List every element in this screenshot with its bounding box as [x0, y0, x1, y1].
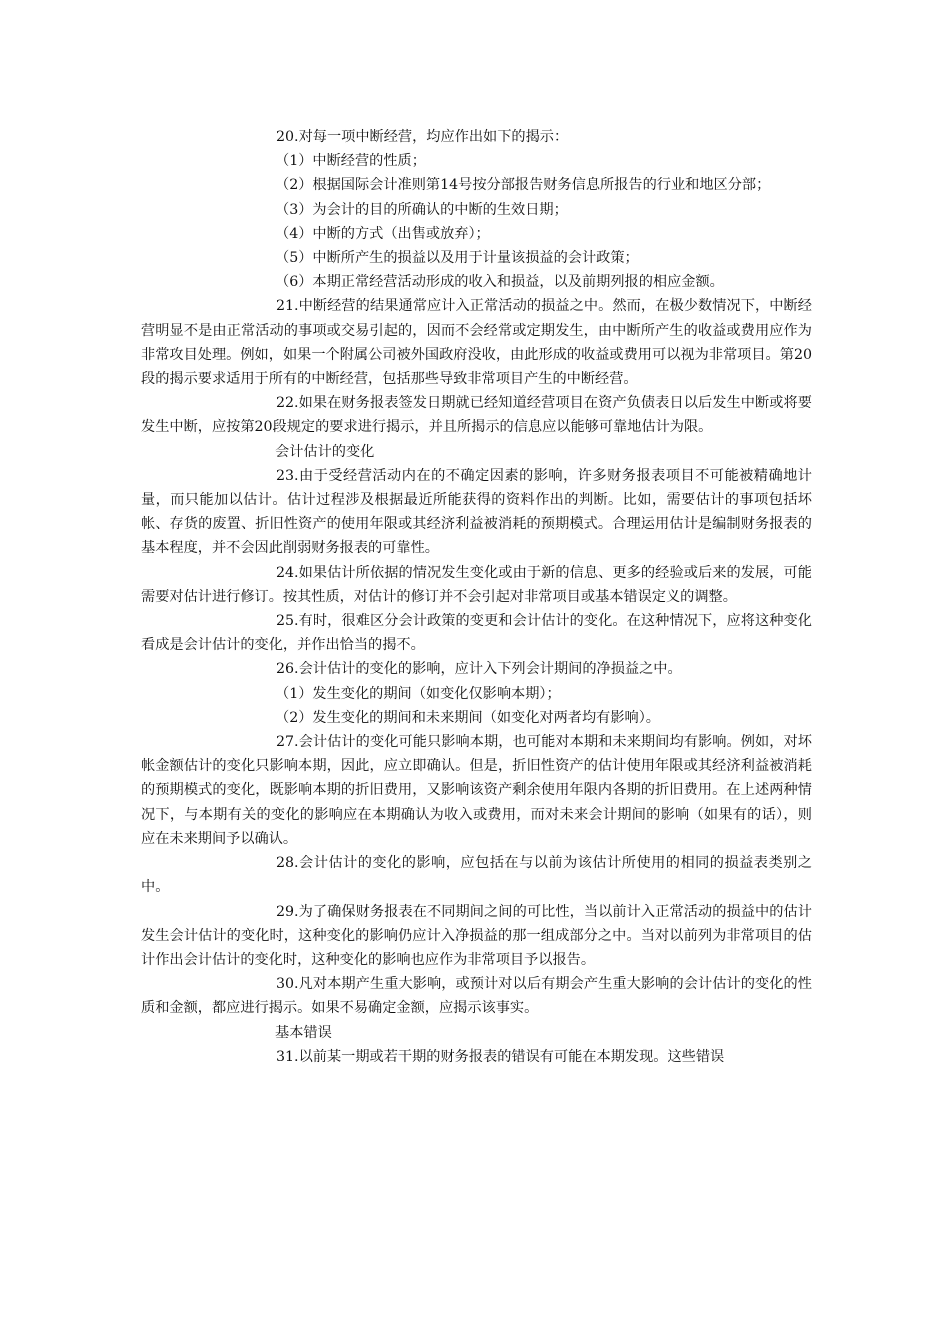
paragraph-28: 28.会计估计的变化的影响，应包括在与以前为该估计所使用的相同的损益表类别之中。 [141, 855, 812, 896]
list-item-20-1: （1）中断经营的性质； [275, 153, 426, 170]
paragraph-22: 22.如果在财务报表签发日期就已经知道经营项目在资产负债表日以后发生中断或将要发生中断，应按第20段规定的要求进行揭示，并且所揭示的信息应以能够可靠地估计为限。 [141, 395, 812, 436]
list-item-26-1: （1）发生变化的期间（如变化仅影响本期）； [275, 685, 561, 702]
list-item-20-6: （6）本期正常经营活动形成的收入和损益，以及前期列报的相应金额。 [275, 274, 724, 291]
list-item-20-4: （4）中断的方式（出售或放弃）； [275, 225, 490, 242]
paragraph-30: 30.凡对本期产生重大影响，或预计对以后有期会产生重大影响的会计估计的变化的性质和金额，都应进行揭示。如果不易确定金额，应揭示该事实。 [141, 976, 812, 1017]
section-heading-estimates: 会计估计的变化 [275, 443, 375, 460]
paragraph-26: 26.会计估计的变化的影响，应计入下列会计期间的净损益之中。 [276, 661, 682, 678]
list-item-20-5: （5）中断所产生的损益以及用于计量该损益的会计政策； [275, 250, 639, 267]
paragraph-23: 23.由于受经营活动内在的不确定因素的影响，许多财务报表项目不可能被精确地计量，而只能加以估计。估计过程涉及根据最近所能获得的资料作出的判断。比如，需要估计的事项包括坏帐、存货的废置、折旧性资产的使用年限或其经济利益被消耗的预期模式。合理运用估计是编制财务报表的基本程度，并不会因此削弱财务报表的可靠性。 [141, 467, 812, 557]
section-heading-errors: 基本错误 [275, 1024, 332, 1041]
paragraph-24: 24.如果估计所依据的情况发生变化或由于新的信息、更多的经验或后来的发展，可能需要对估计进行修订。按其性质，对估计的修订并不会引起对非常项目或基本错误定义的调整。 [141, 564, 812, 605]
paragraph-25: 25.有时，很难区分会计政策的变更和会计估计的变化。在这种情况下，应将这种变化看成是会计估计的变化，并作出恰当的揭不。 [141, 613, 812, 654]
paragraph-20: 20.对每一项中断经营，均应作出如下的揭示： [276, 129, 569, 145]
paragraph-21: 21.中断经营的结果通常应计入正常活动的损益之中。然而，在极少数情况下，中断经营明显不是由正常活动的事项或交易引起的，因而不会经常或定期发生，由中断所产生的收益或费用应作为非常攻目处理。例如，如果一个附属公司被外国政府没收，由此形成的收益或费用可以视为非常项目。第20段的揭示要求适用于所有的中断经营，包括那些导致非常项目产生的中断经营。 [141, 298, 812, 388]
list-item-20-3: （3）为会计的目的所确认的中断的生效日期； [275, 201, 568, 218]
paragraph-31: 31.以前某一期或若干期的财务报表的错误有可能在本期发现。这些错误 [276, 1048, 725, 1065]
paragraph-29: 29.为了确保财务报表在不同期间之间的可比性，当以前计入正常活动的损益中的估计发生会计估计的变化时，这种变化的影响仍应计入净损益的那一组成部分之中。当对以前列为非常项目的估计作出会计估计的变化时，这种变化的影响也应作为非常项目予以报告。 [141, 903, 812, 968]
list-item-20-2: （2）根据国际会计准则第14号按分部报告财务信息所报告的行业和地区分部； [275, 177, 771, 194]
list-item-26-2: （2）发生变化的期间和未来期间（如变化对两者均有影响）。 [275, 709, 660, 726]
document-body [141, 125, 812, 1069]
paragraph-27: 27.会计估计的变化可能只影响本期，也可能对本期和未来期间均有影响。例如，对坏帐金额估计的变化只影响本期，因此，应立即确认。但是，折旧性资产的估计使用年限或其经济利益被消耗的预期模式的变化，既影响本期的折旧费用，又影响该资产剩余使用年限内各期的折旧费用。在上述两种情况下，与本期有关的变化的影响应在本期确认为收入或费用，而对未来会计期间的影响（如果有的话），则应在未来期间予以确认。 [141, 734, 812, 847]
